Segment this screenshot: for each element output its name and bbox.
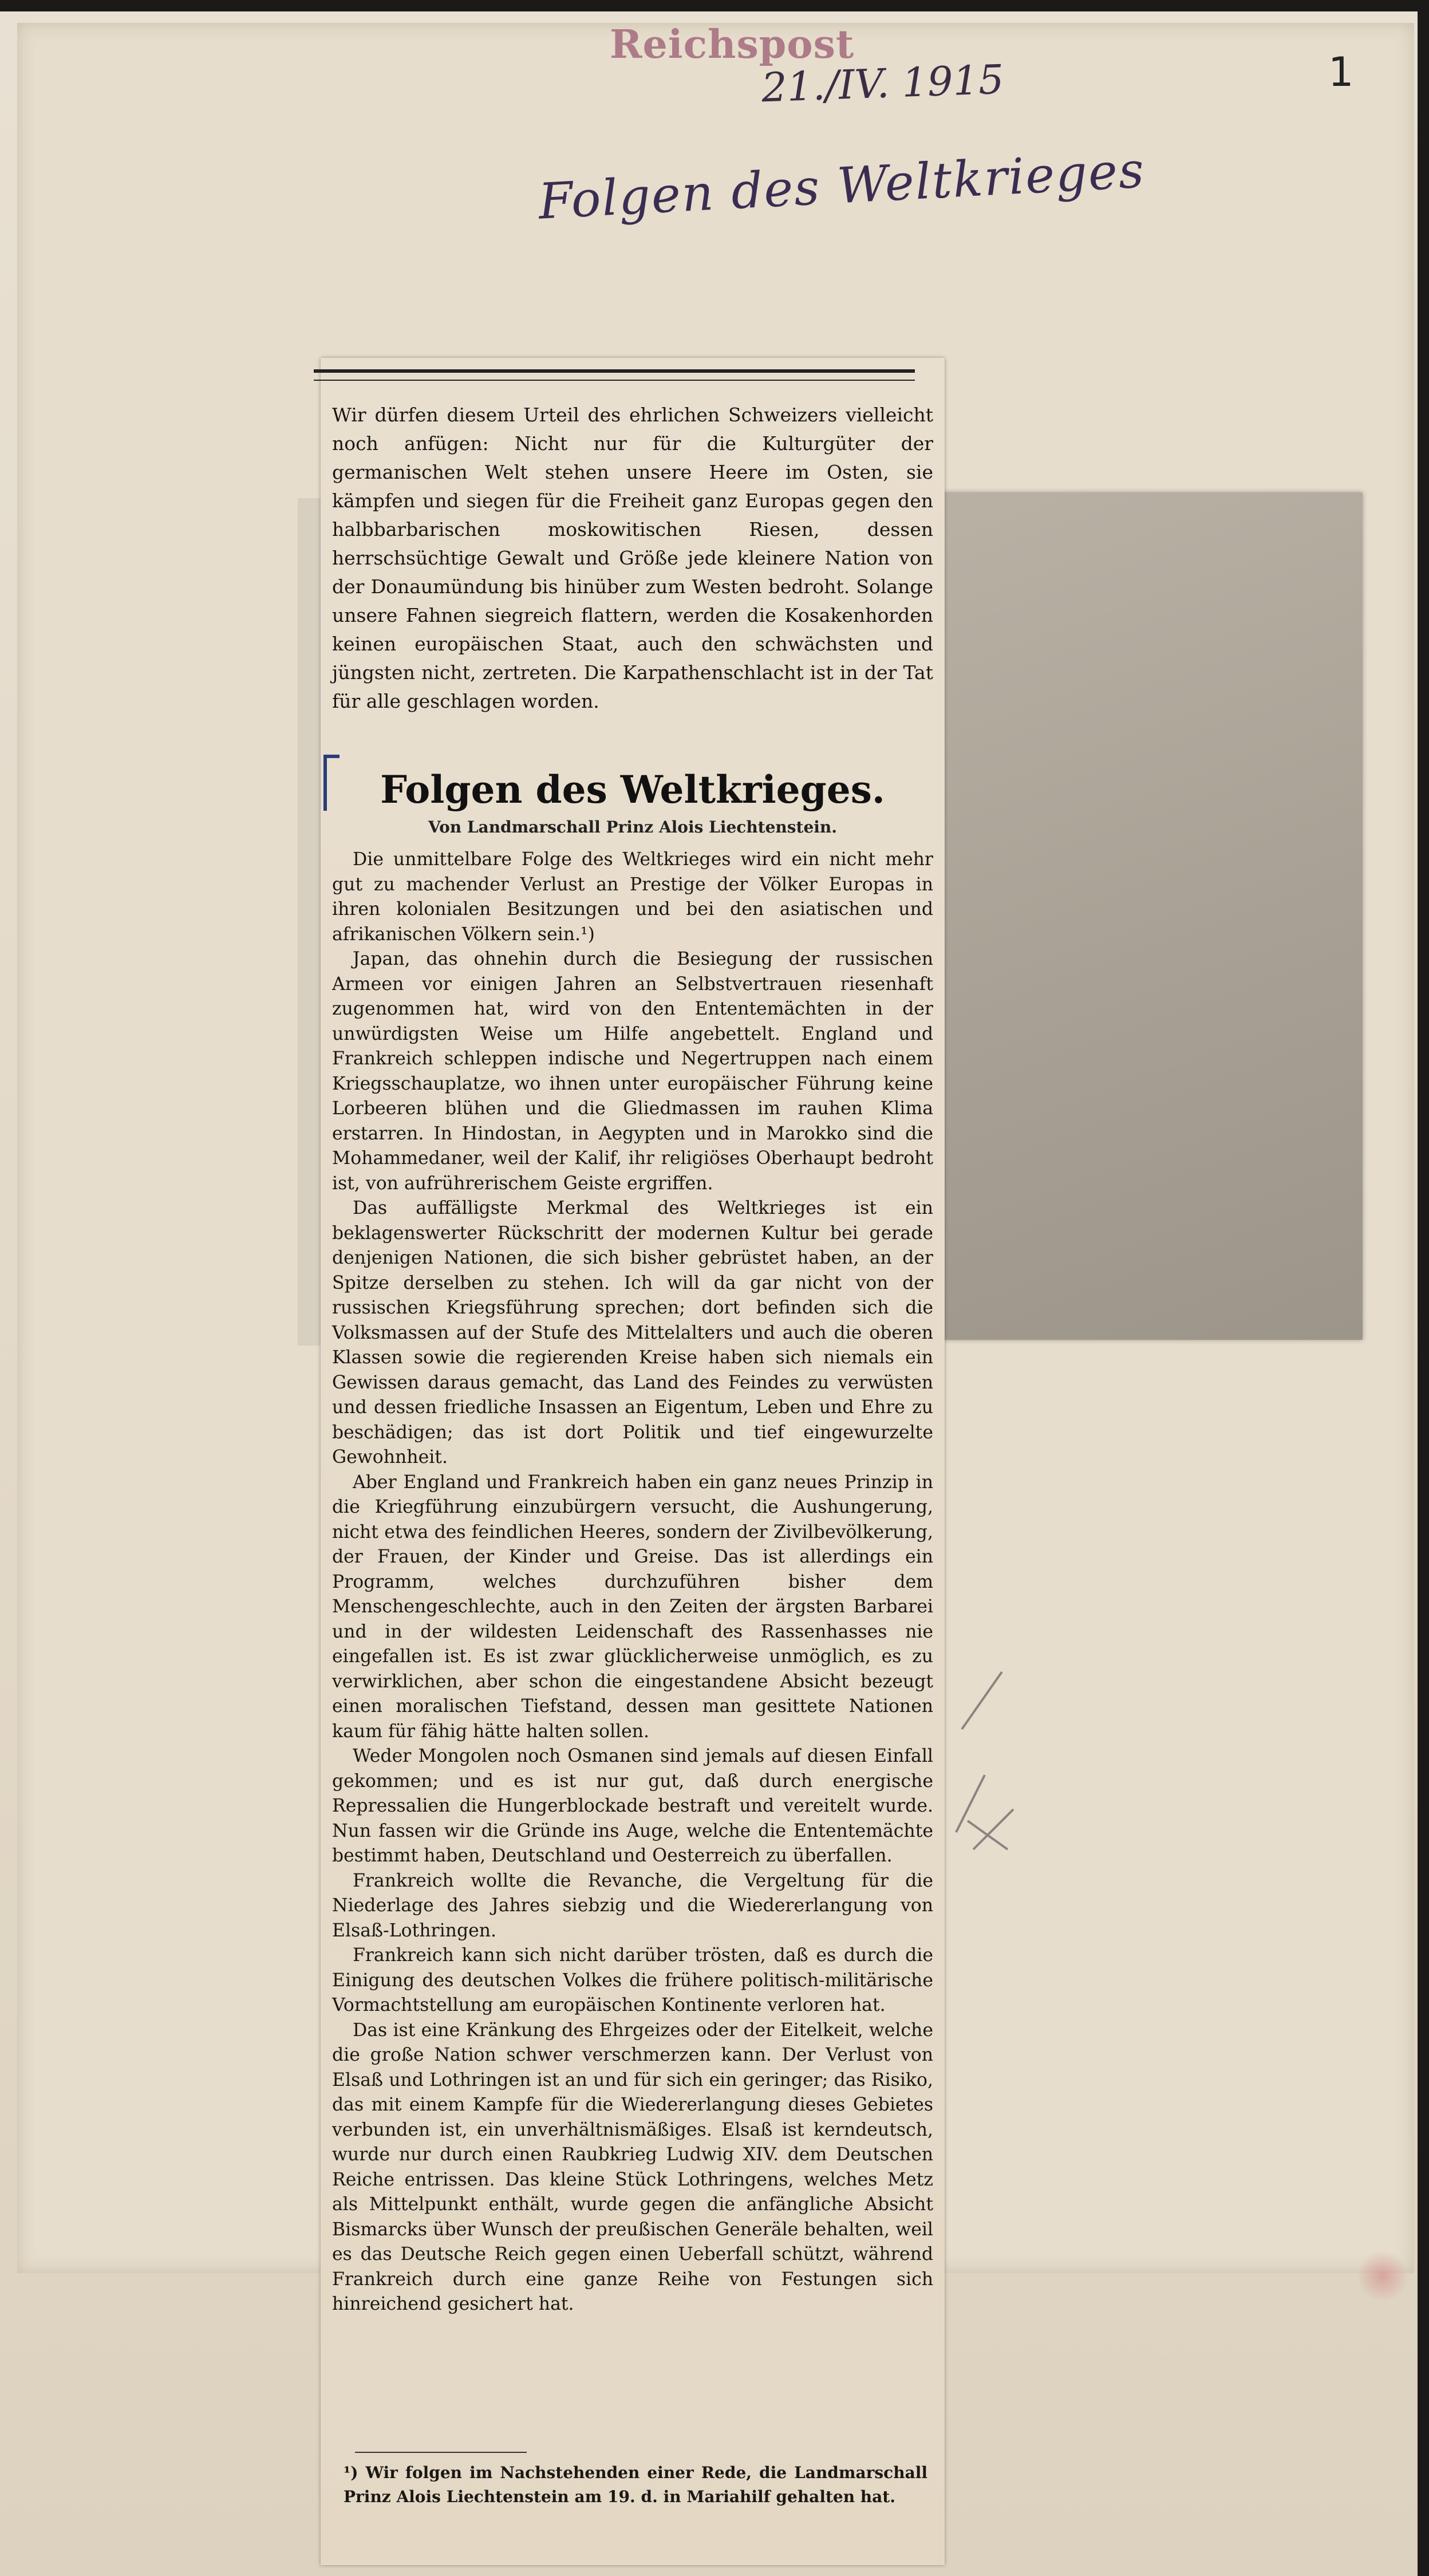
article-paragraph: Japan, das ohnehin durch die Besiegung der russischen Armeen vor einigen Jahren an Selbstvertrauen riesenhaft zugenommen hat, wird von den Ententemächten in der unwürdigsten Weise um Hilfe angebettelt. England und Frankreich schleppen indische und Negertruppen nach einem Kriegsschauplatze, wo ihnen unter europäischer Führung keine Lorbeeren blühen und die Gliedmassen im rauhen Klima erstarren. In Hindostan, in Aegypten und in Marokko sind die Mohammedaner, weil der Kalif, ihr religiöses Oberhaupt bedroht ist, von aufrührerischem Geiste ergriffen.	[332, 949, 933, 1194]
article-paragraph: Frankreich kann sich nicht darüber trösten, daß es durch die Einigung des deutschen Volkes die frühere politisch-militärische Vormachtstellung am europäischen Kontinente verloren hat.	[332, 1945, 933, 2015]
underlying-clipping-edge	[298, 498, 323, 1346]
article-paragraph: Das ist eine Kränkung des Ehrgeizes oder der Eitelkeit, welche die große Nation schwer verschmerzen kann. Der Verlust von Elsaß und Lothringen ist an und für sich ein geringer; das Risiko, das mit einem Kampfe für die Wiedererlangung dieses Gebietes verbunden ist, ein unverhältnismäßiges. Elsaß ist kerndeutsch, wurde nur durch einen Raubkrieg Ludwig XIV. dem Deutschen Reiche entrissen. Das kleine Stück Lothringens, welches Metz als Mittelpunkt enthält, wurde gegen die anfängliche Absicht Bismarcks über Wunsch der preußischen Generäle behalten, weil es das Deutsche Reich gegen einen Ueberfall schützt, während Frankreich durch eine ganze Reihe von Festungen sich hinreichend gesichert hat.	[332, 2019, 933, 2314]
red-stain	[1357, 2250, 1408, 2302]
newspaper-stamp: Reichspost	[610, 22, 855, 68]
intro-paragraph: Wir dürfen diesem Urteil des ehrlichen Schweizers vielleicht noch anfügen: Nicht nur für die Kulturgüter der germanischen Welt stehen unsere Heere im Osten, sie kämpfen und siegen für die Freiheit ganz Europas gegen den halbbarbarischen moskowitischen Riesen, dessen herrschsüchtige Gewalt und Größe jede kleinere Nation von der Donaumündung bis hinüber zum Westen bedroht. Solange unsere Fahnen siegreich flattern, werden die Kosakenhorden keinen europäischen Staat, auch den schwächsten und jüngsten nicht, zertreten. Die Karpathenschlacht ist in der Tat für alle geschlagen worden.	[332, 404, 933, 712]
gray-backing-paper	[939, 492, 1363, 1340]
article-body	[332, 847, 933, 2317]
article-paragraph: Weder Mongolen noch Osmanen sind jemals auf diesen Einfall gekommen; und es ist nur gut, daß durch energische Repressalien die Hungerblockade bestraft und vereitelt wurde. Nun fassen wir die Gründe ins Auge, welche die Ententemächte bestimmt haben, Deutschland und Oesterreich zu überfallen.	[332, 1746, 933, 1866]
article-paragraph: Das auffälligste Merkmal des Weltkrieges ist ein beklagenswerter Rückschritt der modernen Kultur bei gerade denjenigen Nationen, die sich bisher gebrüstet haben, an der Spitze derselben zu stehen. Ich will da gar nicht von der russischen Kriegsführung sprechen; dort befinden sich die Volksmassen auf der Stufe des Mittelalters und auch die oberen Klassen sowie die regierenden Kreise haben sich niemals ein Gewissen daraus gemacht, das Land des Feindes zu verwüsten und dessen friedliche Insassen an Eigentum, Leben und Ehre zu beschädigen; das ist dort Politik und tief eingewurzelte Gewohnheit.	[332, 1198, 933, 1468]
article-paragraph: Frankreich wollte die Revanche, die Vergeltung für die Niederlage des Jahres siebzig und die Wiedererlangung von Elsaß-Lothringen.	[332, 1870, 933, 1941]
pencil-scribble	[950, 1660, 1019, 1878]
article-footnote: ¹) Wir folgen im Nachstehenden einer Rede, die Landmarschall Prinz Alois Liechtenstein am 19. d. in Mariahilf gehalten hat.	[344, 2463, 927, 2506]
column-top-rule	[314, 369, 915, 381]
article-paragraph: Die unmittelbare Folge des Weltkrieges wird ein nicht mehr gut zu machender Verlust an Prestige der Völker Europas in ihren kolonialen Besitzungen und bei den asiatischen und afrikanischen Völkern sein.¹)	[332, 849, 933, 945]
article-byline: Von Landmarschall Prinz Alois Liechtenstein.	[428, 818, 838, 837]
handwritten-date: 21./IV. 1915	[760, 56, 1005, 112]
page-number: 1	[1328, 49, 1354, 96]
footnote-rule	[355, 2452, 527, 2453]
article-paragraph: Aber England und Frankreich haben ein ganz neues Prinzip in die Kriegführung einzubürgern versucht, die Aushungerung, nicht etwa des feindlichen Heeres, sondern der Zivilbevölkerung, der Frauen, der Kinder und Greise. Das ist allerdings ein Programm, welches durchzuführen bisher dem Menschengeschlechte, auch in den Zeiten der ärgsten Barbarei und in der wildesten Leidenschaft des Rassenhasses nie eingefallen ist. Es ist zwar glücklicherweise unmöglich, es zu verwirklichen, aber schon die eingestandene Absicht bezeugt einen moralischen Tiefstand, dessen man gesittete Nationen kaum für fähig hätte halten sollen.	[332, 1472, 933, 1742]
article-title: Folgen des Weltkrieges.	[380, 767, 885, 812]
handwritten-title: Folgen des Weltkrieges	[537, 141, 1147, 231]
